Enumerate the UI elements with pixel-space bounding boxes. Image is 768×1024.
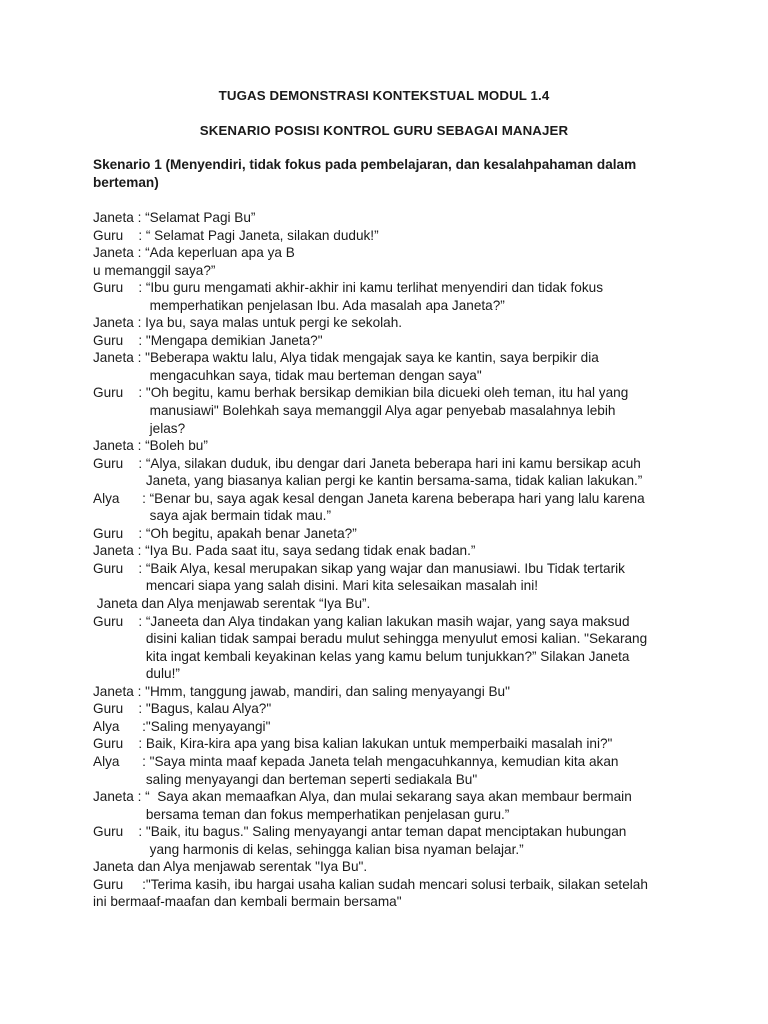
dialogue-line: memperhatikan penjelasan Ibu. Ada masalah apa Janeta?” [93, 297, 505, 313]
dialogue-body [93, 209, 693, 911]
dialogue-line: Alya :"Saling menyayangi" [93, 718, 271, 734]
dialogue-line: Janeta : “Selamat Pagi Bu” [93, 210, 256, 225]
dialogue-line: Guru : “Alya, silakan duduk, ibu dengar dari Janeta beberapa hari ini kamu bersikap acuh [93, 455, 641, 471]
dialogue-line: disini kalian tidak sampai beradu mulut sehingga menyulut emosi kalian. "Sekarang [93, 631, 648, 647]
dialogue-line: saya ajak bermain tidak mau.” [93, 508, 331, 524]
dialogue-line: Guru : “Janeeta dan Alya tindakan yang kalian lakukan masih wajar, yang saya maksud [93, 613, 630, 629]
dialogue-line: Janeta dan Alya menjawab serentak “Iya Bu”. [93, 596, 371, 612]
dialogue-line: Guru :"Terima kasih, ibu hargai usaha kalian sudah mencari solusi terbaik, silakan setelah [93, 876, 648, 892]
scenario-heading-line: berteman) [93, 175, 159, 190]
dialogue-line: Guru : “Ibu guru mengamati akhir-akhir ini kamu terlihat menyendiri dan tidak fokus [93, 280, 603, 296]
dialogue-line: Janeta : "Hmm, tanggung jawab, mandiri, dan saling menyayangi Bu" [93, 683, 510, 699]
dialogue-line: Alya : “Benar bu, saya agak kesal dengan Janeta karena beberapa hari yang lalu karena [93, 490, 645, 506]
dialogue-line: dulu!” [93, 666, 180, 682]
dialogue-line: u memanggil saya?” [93, 262, 216, 278]
dialogue-line: Janeta : “Ada keperluan apa ya B [93, 245, 295, 261]
dialogue-line: mengacuhkan saya, tidak mau berteman dengan saya" [93, 367, 482, 383]
dialogue-line: Guru : "Oh begitu, kamu berhak bersikap demikian bila dicueki oleh teman, itu hal yang [93, 385, 629, 401]
dialogue-line: Guru : “Oh begitu, apakah benar Janeta?” [93, 525, 357, 541]
document-title: TUGAS DEMONSTRASI KONTEKSTUAL MODUL 1.4 [218, 88, 550, 103]
dialogue-line: Janeta dan Alya menjawab serentak "Iya Bu". [93, 859, 368, 875]
dialogue-line: kita ingat kembali keyakinan kelas yang kamu belum tunjukkan?” Silakan Janeta [93, 648, 630, 664]
dialogue-line: Janeta : “Boleh bu” [93, 438, 208, 454]
dialogue-line: ini bermaaf-maafan dan kembali bermain bersama" [93, 894, 402, 910]
dialogue-line: Janeta : Iya bu, saya malas untuk pergi ke sekolah. [93, 315, 403, 331]
dialogue-line: Guru : “ Selamat Pagi Janeta, silakan duduk!” [93, 227, 379, 243]
dialogue-line: bersama teman dan fokus memperhatikan penjelasan guru.” [93, 806, 510, 822]
dialogue-line: Guru : “Baik Alya, kesal merupakan sikap yang wajar dan manusiawi. Ibu Tidak tertarik [93, 560, 625, 576]
scenario-heading-line: Skenario 1 (Menyendiri, tidak fokus pada pembelajaran, dan kesalahpahaman dalam [93, 157, 637, 172]
dialogue-line: Guru : "Bagus, kalau Alya?" [93, 701, 272, 717]
scenario-heading [93, 156, 693, 192]
dialogue-line: mencari siapa yang salah disini. Mari kita selesaikan masalah ini! [93, 578, 539, 594]
dialogue-line: yang harmonis di kelas, sehingga kalian bisa nyaman belajar.” [93, 841, 524, 857]
dialogue-line: jelas? [93, 420, 186, 436]
dialogue-line: Janeta : “ Saya akan memaafkan Alya, dan mulai sekarang saya akan membaur bermain [93, 789, 632, 805]
dialogue-line: manusiawi" Bolehkah saya memanggil Alya agar penyebab masalahnya lebih [93, 403, 616, 419]
dialogue-line: Guru : Baik, Kira-kira apa yang bisa kalian lakukan untuk memperbaiki masalah ini?" [93, 736, 613, 752]
dialogue-line: Janeta : “Iya Bu. Pada saat itu, saya sedang tidak enak badan.” [93, 543, 476, 559]
dialogue-line: Alya : "Saya minta maaf kepada Janeta telah mengacuhkannya, kemudian kita akan [93, 753, 619, 769]
dialogue-line: Janeta, yang biasanya kalian pergi ke kantin bersama-sama, tidak kalian lakukan.” [93, 473, 643, 489]
dialogue-line: Guru : "Mengapa demikian Janeta?" [93, 332, 323, 348]
document-subtitle: SKENARIO POSISI KONTROL GURU SEBAGAI MANAJER [199, 123, 569, 138]
dialogue-line: saling menyayangi dan berteman seperti sediakala Bu" [93, 771, 478, 787]
dialogue-line: Janeta : "Beberapa waktu lalu, Alya tidak mengajak saya ke kantin, saya berpikir dia [93, 350, 599, 366]
dialogue-line: Guru : "Baik, itu bagus." Saling menyayangi antar teman dapat menciptakan hubungan [93, 824, 627, 840]
